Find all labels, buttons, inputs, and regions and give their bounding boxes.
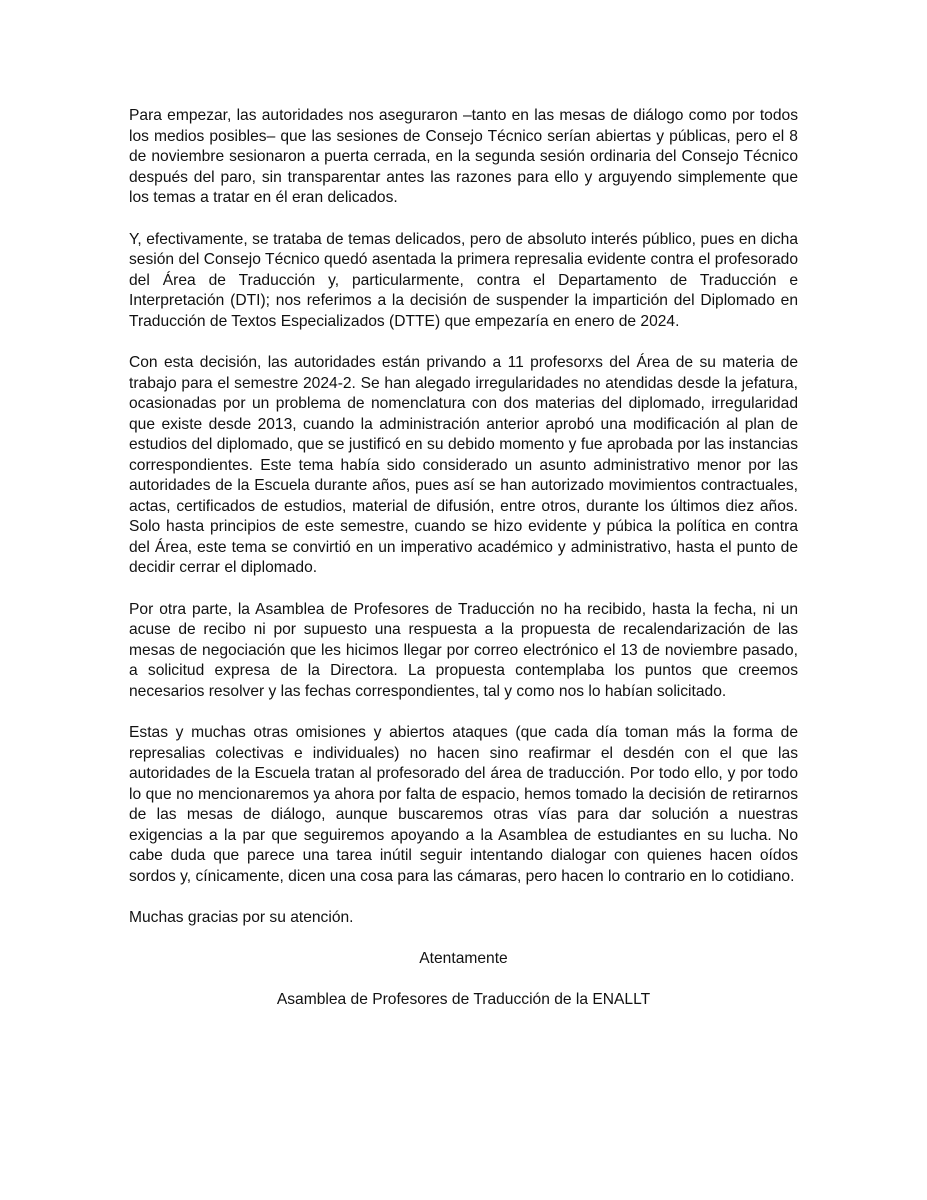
letter-body [129, 106, 798, 1011]
thanks-line: Muchas gracias por su atención. [129, 909, 354, 926]
paragraph-3: Con esta decisión, las autoridades están privando a 11 profesorxs del Área de su materia de trabajo para el semestre 2024-2. Se han alegado irregularidades no atendidas desde la jefatura, ocasionadas por un problema de nomenclatura con dos materias del diplomado, irregularidad que existe desde 2013, cuando la administración anterior aprobó una modificación al plan de estudios del diplomado, que se justificó en su debido momento y fue aprobada por las instancias correspondientes. Este tema había sido considerado un asunto administrativo menor por las autoridades de la Escuela durante años, pues así se han autorizado movimientos contractuales, actas, certificados de estudios, material de difusión, entre otros, durante los últimos diez años. Solo hasta principios de este semestre, cuando se hizo evidente y púbica la política en contra del Área, este tema se convirtió en un imperativo académico y administrativo, hasta el punto de decidir cerrar el diplomado. [129, 354, 798, 576]
signature: Asamblea de Profesores de Traducción de la ENALLT [276, 991, 651, 1008]
paragraph-1: Para empezar, las autoridades nos aseguraron –tanto en las mesas de diálogo como por todos los medios posibles– que las sesiones de Consejo Técnico serían abiertas y públicas, pero el 8 de noviembre sesionaron a puerta cerrada, en la segunda sesión ordinaria del Consejo Técnico después del paro, sin transparentar antes las razones para ello y arguyendo simplemente que los temas a tratar en él eran delicados. [129, 107, 798, 206]
paragraph-4: Por otra parte, la Asamblea de Profesores de Traducción no ha recibido, hasta la fecha, ni un acuse de recibo ni por supuesto una respuesta a la propuesta de recalendarización de las mesas de negociación que les hicimos llegar por correo electrónico el 13 de noviembre pasado, a solicitud expresa de la Directora. La propuesta contemplaba los puntos que creemos necesarios resolver y las fechas correspondientes, tal y como nos lo habían solicitado. [129, 600, 798, 700]
signoff: Atentamente [419, 949, 508, 967]
paragraph-5: Estas y muchas otras omisiones y abiertos ataques (que cada día toman más la forma de represalias colectivas e individuales) no hacen sino reafirmar el desdén con el que las autoridades de la Escuela tratan al profesorado del área de traducción. Por todo ello, y por todo lo que no mencionaremos ya ahora por falta de espacio, hemos tomado la decisión de retirarnos de las mesas de diálogo, aunque buscaremos otras vías para dar solución a nuestras exigencias a la par que seguiremos apoyando a la Asamblea de estudiantes en su lucha. No cabe duda que parece una tarea inútil seguir intentando dialogar con quienes hacen oídos sordos y, cínicamente, dicen una cosa para las cámaras, pero hacen lo contrario en lo cotidiano. [129, 724, 798, 885]
paragraph-2: Y, efectivamente, se trataba de temas delicados, pero de absoluto interés público, pues en dicha sesión del Consejo Técnico quedó asentada la primera represalia evidente contra el profesorado del Área de Traducción y, particularmente, contra el Departamento de Traducción e Interpretación (DTI); nos referimos a la decisión de suspender la impartición del Diplomado en Traducción de Textos Especializados (DTTE) que empezaría en enero de 2024. [129, 230, 798, 330]
